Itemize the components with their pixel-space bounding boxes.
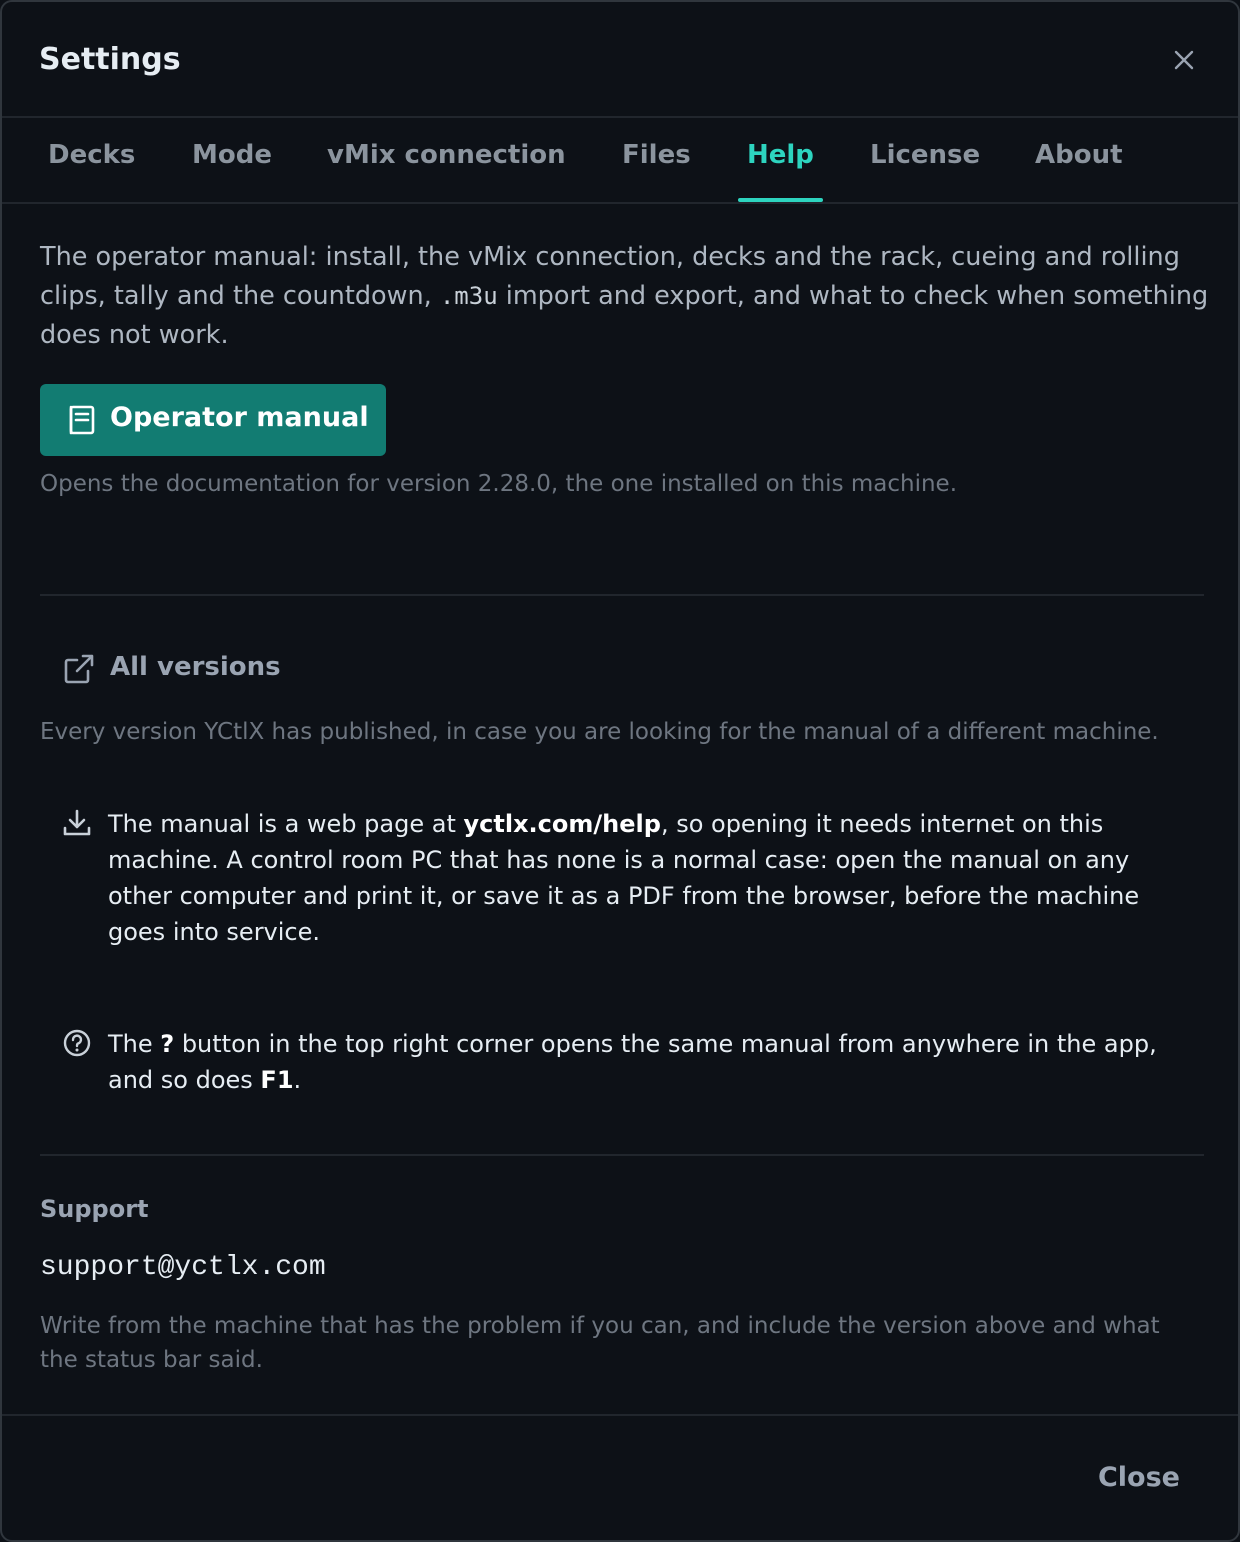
f1-key: F1 xyxy=(260,1066,294,1094)
support-email[interactable]: support@yctlx.com xyxy=(40,1252,326,1283)
close-icon[interactable] xyxy=(1166,42,1202,78)
dialog-header xyxy=(2,2,1238,118)
tab-help-label: Help xyxy=(747,140,814,170)
dialog-title: Settings xyxy=(39,42,181,77)
support-note: Write from the machine that has the problem if you can, and include the version above and what the status bar said. xyxy=(40,1313,1160,1373)
manual-version-note: Opens the documentation for version 2.28.0, the one installed on this machine. xyxy=(40,471,958,497)
tab-vmix-connection[interactable]: vMix connection xyxy=(327,140,566,170)
tab-mode[interactable]: Mode xyxy=(192,140,272,170)
tab-license[interactable]: License xyxy=(870,140,981,170)
tab-files[interactable]: Files xyxy=(622,140,691,170)
all-versions-link[interactable] xyxy=(62,642,281,692)
shortcut-note-text xyxy=(108,1026,1172,1098)
support-heading: Support xyxy=(40,1195,149,1223)
shortcut-note-mid: button in the top right corner opens the same manual from anywhere in the app, and so does xyxy=(108,1030,1157,1094)
tab-about[interactable]: About xyxy=(1035,140,1123,170)
tab-decks[interactable]: Decks xyxy=(48,140,136,170)
offline-note xyxy=(62,806,1172,956)
divider xyxy=(40,1154,1204,1156)
divider xyxy=(40,594,1204,596)
shortcut-note-pre: The xyxy=(108,1030,161,1058)
close-button[interactable]: Close xyxy=(1097,1462,1180,1493)
external-link-icon xyxy=(62,652,96,686)
book-icon xyxy=(68,404,96,436)
settings-tabs xyxy=(2,118,1238,204)
operator-manual-button[interactable] xyxy=(40,384,386,456)
tab-help[interactable] xyxy=(747,118,814,202)
m3u-code: .m3u xyxy=(439,282,498,310)
all-versions-label: All versions xyxy=(110,652,281,682)
dialog-footer xyxy=(2,1414,1238,1542)
offline-note-post: , so opening it needs internet on this machine. A control room PC that has none is a normal case: open the manual on any other computer and print it, or save it as a PDF from the browser, before the machine goes into service. xyxy=(108,810,1140,946)
shortcut-note-post: . xyxy=(293,1066,302,1094)
operator-manual-label: Operator manual xyxy=(110,402,369,433)
download-icon xyxy=(62,808,92,838)
shortcut-note xyxy=(62,1026,1172,1102)
offline-note-pre: The manual is a web page at xyxy=(108,810,464,838)
offline-note-text xyxy=(108,806,1172,950)
help-url: yctlx.com/help xyxy=(463,810,661,838)
help-circle-icon xyxy=(62,1028,92,1058)
help-intro xyxy=(40,238,1210,355)
active-tab-indicator xyxy=(738,198,823,202)
question-mark-key: ? xyxy=(160,1030,175,1058)
help-intro-text-2: import and export, and what to check when something does not work. xyxy=(40,281,1209,350)
help-intro-text-1: The operator manual: install, the vMix connection, decks and the rack, cueing and rolling clips, tally and the countdown, xyxy=(40,242,1180,311)
all-versions-note: Every version YCtlX has published, in case you are looking for the manual of a different machine. xyxy=(40,719,1159,745)
